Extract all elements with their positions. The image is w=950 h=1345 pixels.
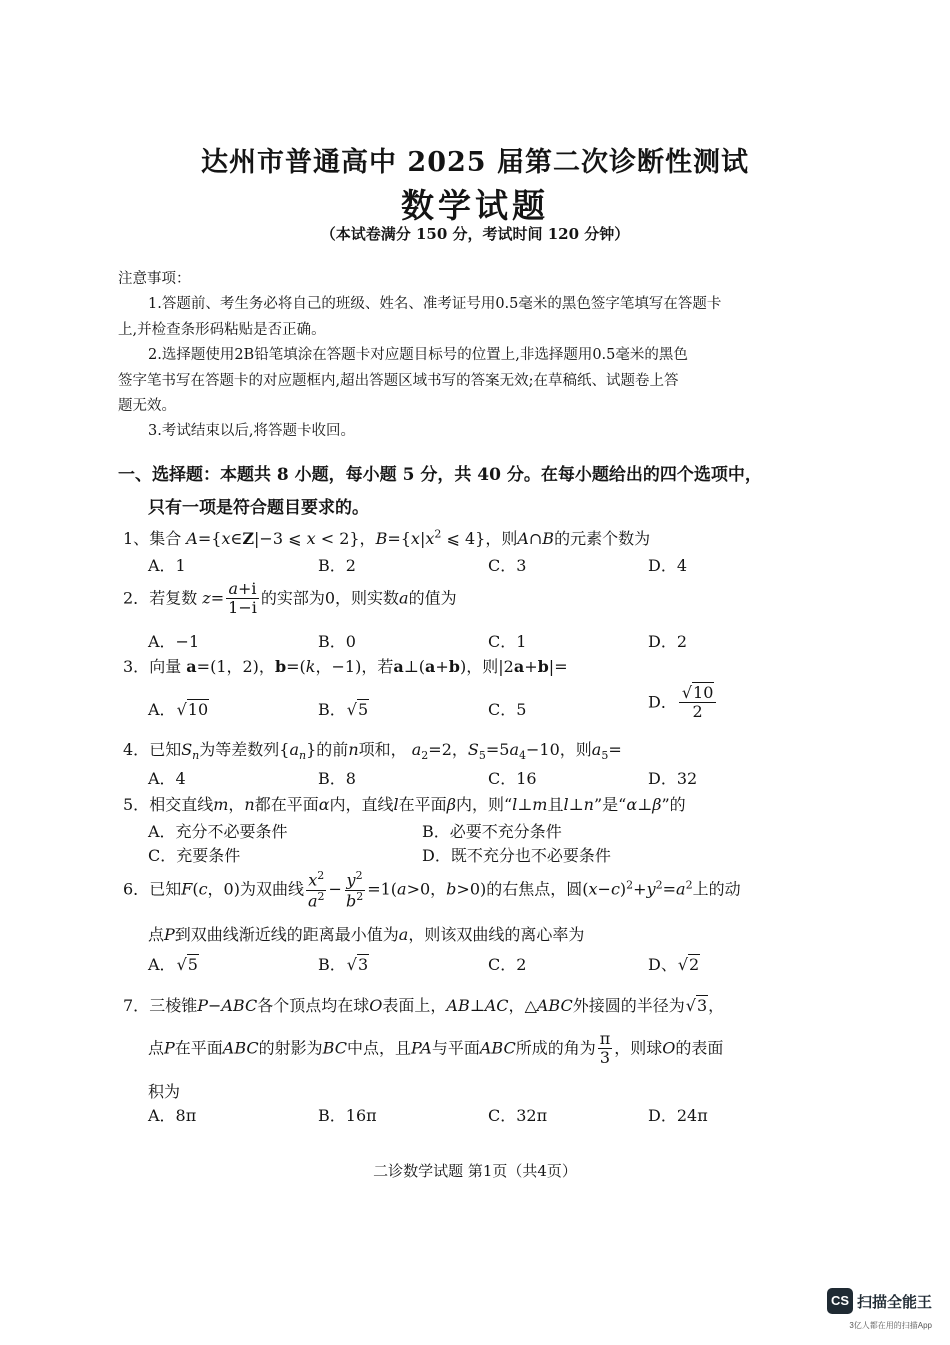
q3-option-c: C．5 bbox=[488, 700, 527, 719]
section1-heading-line2: 只有一项是符合题目要求的。 bbox=[148, 498, 369, 518]
question-7: 7．三棱锥P−ABC各个顶点均在球O表面上，AB⊥AC，△ABC外接圆的半径为√3， bbox=[123, 996, 725, 1015]
scanner-logo-icon: CS bbox=[827, 1288, 853, 1314]
notice-item2-line2: 签字笔书写在答题卡的对应题框内,超出答题区域书写的答案无效;在草稿纸、试题卷上答 bbox=[118, 373, 679, 389]
q1-option-b: B．2 bbox=[318, 556, 356, 575]
q2-option-d: D．2 bbox=[648, 632, 688, 651]
notice-item2-line1: 2.选择题使用2B铅笔填涂在答题卡对应题目标号的位置上,非选择题用0.5毫米的黑色 bbox=[148, 347, 688, 363]
q3-option-d: D． $\frac{√10}{2}$ bbox=[648, 684, 718, 722]
q2-option-c: C．1 bbox=[488, 632, 527, 651]
notice-heading: 注意事项： bbox=[118, 271, 191, 287]
question-7-line2: 点P在平面ABC的射影为BC中点，且PA与平面ABC所成的角为 $\frac{\pi}{3}$ ，则球O的表面 bbox=[148, 1029, 724, 1068]
notice-item1-line2: 上,并检查条形码粘贴是否正确。 bbox=[118, 322, 326, 338]
question-7-line3: 积为 bbox=[148, 1082, 181, 1101]
q5-option-d: D．既不充分也不必要条件 bbox=[422, 846, 611, 865]
q3-option-b: B．√5 bbox=[318, 700, 369, 719]
q6-option-b: B．√3 bbox=[318, 955, 369, 974]
q5-option-b: B．必要不充分条件 bbox=[422, 822, 562, 841]
question-3: 3．向量 a=(1，2)，b=(k，−1)，若a⊥(a+b)，则|2a+b|= bbox=[123, 657, 568, 676]
question-5: 5．相交直线m，n都在平面α内，直线l在平面β内，则“l⊥m且l⊥n”是“α⊥β”的 bbox=[123, 795, 686, 814]
scanner-app-name: 扫描全能王 bbox=[856, 1293, 932, 1311]
q6-option-a: A．√5 bbox=[148, 955, 198, 974]
question-1: 1、集合 A={x∈Z|−3 ⩽ x < 2}，$B=\{x|x^2$ ⩽ 4}，则A∩B的元素个数为 bbox=[123, 527, 651, 548]
notice-item2-line3: 题无效。 bbox=[118, 398, 176, 414]
page-footer: 二诊数学试题 第1页（共4页） bbox=[373, 1162, 577, 1180]
q2-option-b: B．0 bbox=[318, 632, 356, 651]
q5-option-c: C．充要条件 bbox=[148, 846, 241, 865]
q7-option-d: D．24π bbox=[648, 1106, 708, 1125]
q7-option-b: B．16π bbox=[318, 1106, 377, 1125]
q4-option-c: C．16 bbox=[488, 769, 537, 788]
q1-option-a: A．1 bbox=[148, 556, 186, 575]
section1-heading: 一、选择题：本题共 8 小题，每小题 5 分，共 40 分。在每小题给出的四个选项中， bbox=[118, 465, 762, 485]
question-2: 2．若复数 z= $\frac{a+i}{1-i}$ 的实部为0，则实数a的值为 bbox=[123, 579, 457, 618]
notice-item3: 3.考试结束以后,将答题卡收回。 bbox=[148, 423, 355, 439]
scanner-tagline: 3亿人都在用的扫描App bbox=[849, 1321, 932, 1330]
scanner-watermark bbox=[827, 1288, 932, 1330]
q2-option-a: A．−1 bbox=[148, 632, 200, 651]
notice-item1-line1: 1.答题前、考生务必将自己的班级、姓名、准考证号用0.5毫米的黑色签字笔填写在答题卡 bbox=[148, 296, 722, 312]
q1-option-d: D．4 bbox=[648, 556, 688, 575]
q6-option-c: C．2 bbox=[488, 955, 527, 974]
q7-option-a: A．8π bbox=[148, 1106, 197, 1125]
question-6: 6．已知F(c，0)为双曲线 $\frac{x^2}{a^2}$ − $\frac{y^2}{b^2}$ =1(a>0，b>0)的右焦点，圆$(x-c)^2+y^2=a^2$上的动 bbox=[123, 869, 741, 911]
q5-option-a: A．充分不必要条件 bbox=[148, 822, 288, 841]
exam-title: 达州市普通高中 2025 届第二次诊断性测试 bbox=[201, 147, 749, 178]
q4-option-b: B．8 bbox=[318, 769, 356, 788]
exam-subtitle: （本试卷满分 150 分，考试时间 120 分钟） bbox=[320, 225, 630, 243]
q4-option-d: D．32 bbox=[648, 769, 698, 788]
question-6-line2: 点P到双曲线渐近线的距离最小值为a，则该双曲线的离心率为 bbox=[148, 925, 585, 944]
q1-option-c: C．3 bbox=[488, 556, 527, 575]
q3-option-a: A．√10 bbox=[148, 700, 209, 719]
q4-option-a: A．4 bbox=[148, 769, 186, 788]
q6-option-d: D、√2 bbox=[648, 955, 700, 974]
question-4: 4．已知$S_n$为等差数列$\{a_n\}$的前n项和， $a_2=2$，$S_5=5a_4-10$，则$a_5=$ bbox=[123, 740, 622, 763]
subject-title: 数学试题 bbox=[401, 186, 549, 225]
q7-option-c: C．32π bbox=[488, 1106, 548, 1125]
